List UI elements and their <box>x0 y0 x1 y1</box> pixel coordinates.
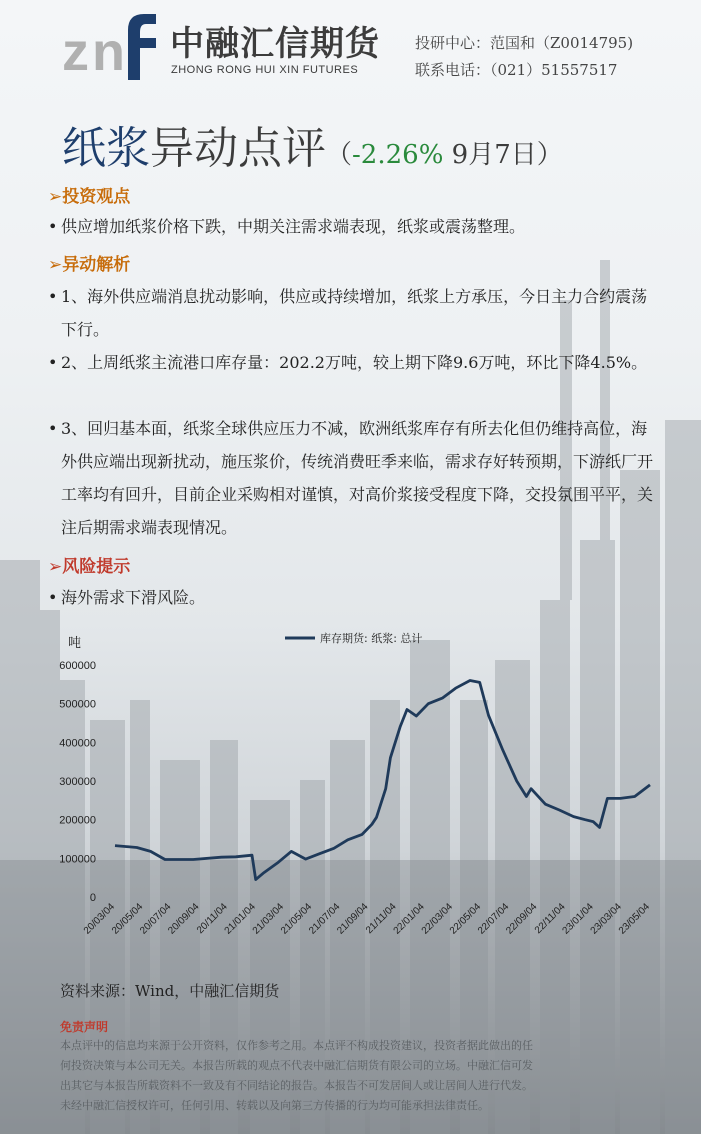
view-bullet: • 供应增加纸浆价格下跌，中期关注需求端表现，纸浆或震荡整理。 <box>48 217 526 236</box>
x-tick-label: 20/09/04 <box>166 901 202 937</box>
disclaimer-line: 出其它与本报告所载资料不一致及有不同结论的报告。本报告不可发居间人或让居间人进行代发。 <box>60 1079 533 1092</box>
arrow-icon: ➢ <box>48 557 63 577</box>
y-tick-label: 400000 <box>59 737 96 750</box>
section-view-heading: ➢投资观点 <box>48 187 131 207</box>
x-tick-label: 23/01/04 <box>560 901 596 937</box>
arrow-icon: ➢ <box>48 255 63 275</box>
x-tick-label: 23/05/04 <box>616 901 653 937</box>
analysis-bullet-3: • 3、回归基本面，纸浆全球供应压力不减，欧洲纸浆库存有所去化但仍维持高位，海外供应端出现新扰动，施压浆价，传统消费旺季来临，需求存好转预期，下游纸厂开工率均有回升，目前企业采购相对谨慎，对高价浆接受程度下降，交投氛围平平，关注后期需求端表现情况。 <box>48 419 654 537</box>
price-change: -2.26% <box>352 140 444 170</box>
x-tick-label: 21/09/04 <box>335 901 371 937</box>
data-source: 资料来源：Wind，中融汇信期货 <box>60 982 280 1000</box>
x-tick-label: 20/11/04 <box>194 901 230 937</box>
analysis-bullet-2: • 2、上周纸浆主流港口库存量：202.2万吨，较上期下降9.6万吨，环比下降4.5%。 <box>48 353 648 372</box>
arrow-icon: ➢ <box>48 187 63 207</box>
contact-phone: 联系电话：（021）51557517 <box>415 61 618 79</box>
x-tick-label: 21/01/04 <box>222 901 258 937</box>
title-paren-open: （ <box>326 140 353 170</box>
x-tick-label: 21/03/04 <box>250 901 287 937</box>
x-tick-label: 22/01/04 <box>391 901 427 937</box>
x-tick-label: 20/07/04 <box>138 901 174 937</box>
disclaimer-line: 何投资决策与本公司无关。本报告所载的观点不代表中融汇信期货有限公司的立场。中融汇信可发 <box>60 1059 533 1072</box>
disclaimer-text <box>60 1036 660 1116</box>
inventory-series-line <box>115 681 650 880</box>
x-tick-label: 22/05/04 <box>447 901 484 937</box>
contact-researcher: 投研中心：范国和（Z0014795) <box>415 34 634 52</box>
company-name: 中融汇信期货 <box>170 24 380 64</box>
disclaimer-line: 本点评中的信息均来源于公开资料，仅作参考之用。本点评不构成投资建议，投资者据此做出的任 <box>60 1039 533 1052</box>
legend-label: 库存期货: 纸浆: 总计 <box>320 632 423 645</box>
title-product: 纸浆 <box>62 123 150 174</box>
y-tick-label: 500000 <box>59 698 96 711</box>
x-tick-label: 21/11/04 <box>363 901 399 937</box>
company-name-en: ZHONG RONG HUI XIN FUTURES <box>171 64 359 76</box>
svg-text:z: z <box>62 22 89 80</box>
disclaimer-heading: 免责声明 <box>60 1020 109 1034</box>
x-tick-label: 22/03/04 <box>419 901 456 937</box>
svg-text:n: n <box>92 22 125 80</box>
x-tick-label: 22/09/04 <box>504 901 540 937</box>
risk-bullet: • 海外需求下滑风险。 <box>48 588 206 607</box>
y-tick-label: 0 <box>89 892 96 904</box>
title-paren-close: ） <box>536 140 563 170</box>
x-tick-label: 22/11/04 <box>532 901 568 937</box>
company-logo-icon <box>62 12 162 80</box>
title-topic: 异动点评 <box>150 123 326 174</box>
section-analysis-heading: ➢异动解析 <box>48 255 131 275</box>
y-tick-label: 200000 <box>59 814 96 827</box>
x-tick-label: 21/05/04 <box>278 901 315 937</box>
disclaimer-line: 未经中融汇信授权许可，任何引用、转载以及向第三方传播的行为均可能承担法律责任。 <box>60 1099 489 1112</box>
x-tick-label: 20/03/04 <box>81 901 118 937</box>
x-tick-label: 21/07/04 <box>307 901 343 937</box>
inventory-line-chart <box>40 625 670 970</box>
title-date: 9月7日 <box>443 140 537 170</box>
y-tick-label: 600000 <box>59 660 96 672</box>
x-tick-label: 20/05/04 <box>109 901 146 937</box>
y-tick-label: 300000 <box>59 776 96 788</box>
page-title <box>62 112 563 176</box>
x-tick-label: 22/07/04 <box>476 901 512 937</box>
analysis-bullet-1: • 1、海外供应端消息扰动影响，供应或持续增加，纸浆上方承压，今日主力合约震荡下行。 <box>48 287 648 339</box>
y-tick-label: 100000 <box>59 853 96 866</box>
section-risk-heading: ➢风险提示 <box>48 557 131 577</box>
y-axis-unit: 吨 <box>68 636 82 651</box>
x-tick-label: 23/03/04 <box>588 901 624 937</box>
